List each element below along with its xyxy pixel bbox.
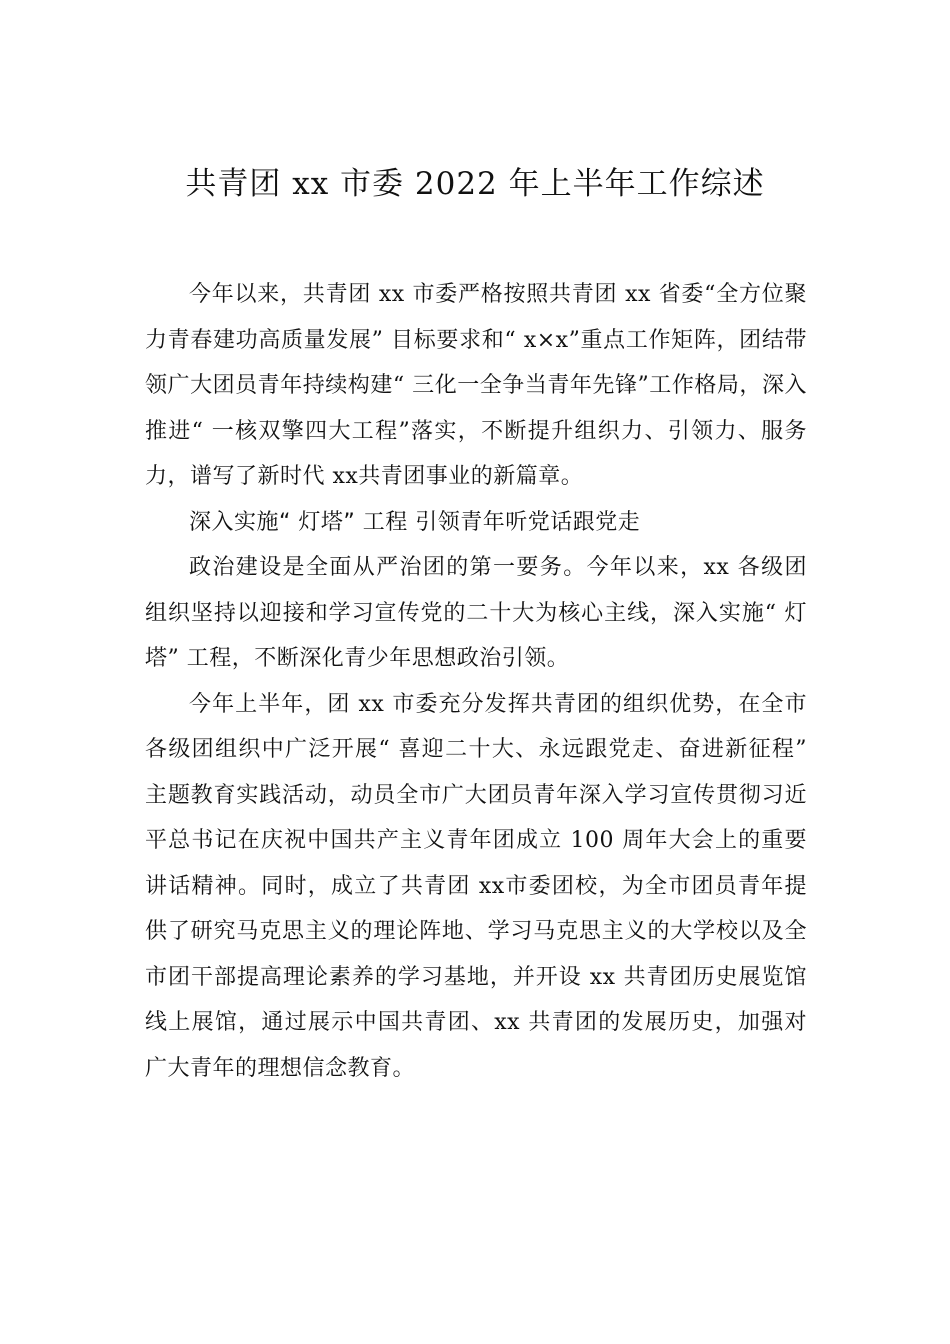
- section-paragraph-2: 今年上半年，团 xx 市委充分发挥共青团的组织优势，在全市各级团组织中广泛开展“ 喜迎二十大、永远跟党走、奋进新征程” 主题教育实践活动，动员全市广大团员青年深入学习宣传贯彻习近平总书记在庆祝中国共产主义青年团成立 100 周年大会上的重要讲话精神。同时，成立了共青团 xx市委团校，为全市团员青年提供了研究马克思主义的理论阵地、学习马克思主义的大学校以及全市团干部提高理论素养的学习基地，并开设 xx 共青团历史展览馆线上展馆，通过展示中国共青团、xx 共青团的发展历史，加强对广大青年的理想信念教育。: [145, 691, 807, 1081]
- intro-paragraph: 今年以来，共青团 xx 市委严格按照共青团 xx 省委“全方位聚力青春建功高质量发展” 目标要求和“ x×x”重点工作矩阵，团结带领广大团员青年持续构建“ 三化一全争当青年先锋”工作格局，深入推进“ 一核双擎四大工程”落实，不断提升组织力、引领力、服务力，谱写了新时代 xx共青团事业的新篇章。: [145, 282, 807, 489]
- document-title: 共青团 xx 市委 2022 年上半年工作综述: [185, 166, 765, 202]
- document-body: [145, 272, 807, 1091]
- section-paragraph-1: 政治建设是全面从严治团的第一要务。今年以来，xx 各级团组织坚持以迎接和学习宣传党的二十大为核心主线，深入实施“ 灯塔” 工程，不断深化青少年思想政治引领。: [145, 555, 807, 671]
- section-heading: 深入实施“ 灯塔” 工程 引领青年听党话跟党走: [189, 509, 641, 535]
